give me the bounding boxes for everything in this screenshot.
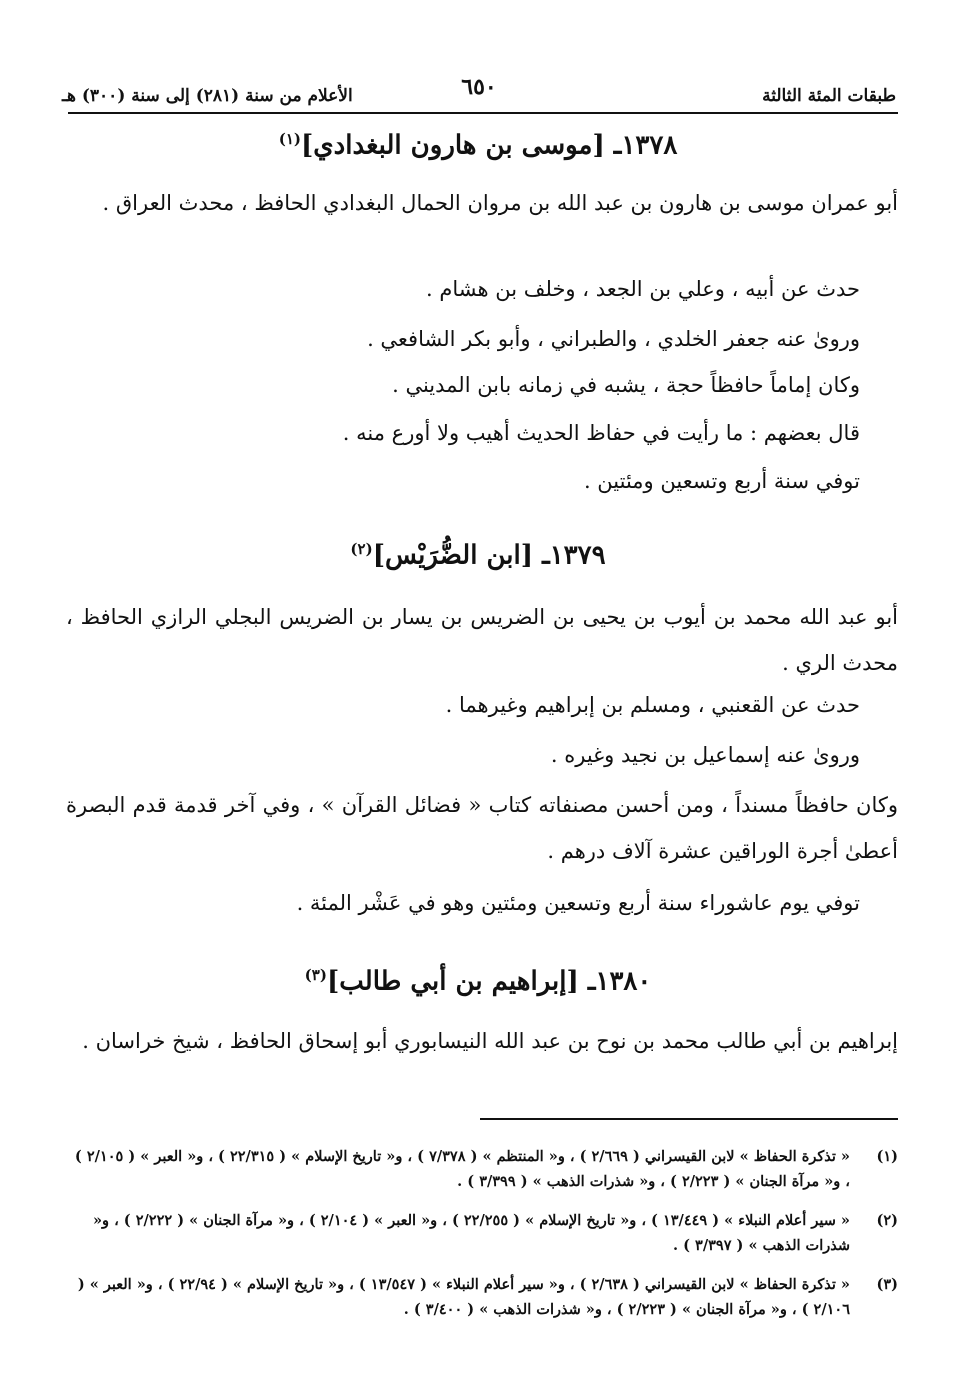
entry-paragraph: حدث عن أبيه ، وعلي بن الجعد ، وخلف بن هشام . — [426, 277, 860, 301]
header-range-title: الأعلام من سنة (٢٨١) إلى سنة (٣٠٠) هـ — [62, 86, 353, 106]
running-header — [62, 72, 896, 106]
entry-paragraph: توفي سنة أربع وتسعين ومئتين . — [583, 469, 860, 493]
entry-title-text: ١٣٨٠ـ [إبراهيم بن أبي طالب] — [326, 966, 652, 997]
entry-title-1380 — [60, 966, 896, 997]
footnote-rule — [480, 1118, 898, 1120]
entry-paragraph: حدث عن القعنبي ، ومسلم بن إبراهيم وغيرهما . — [445, 693, 860, 717]
footnote — [66, 1208, 898, 1258]
entry-title-text: ١٣٧٨ـ [موسى بن هارون البغدادي] — [300, 130, 678, 161]
footnote-number: (٢) — [876, 1212, 898, 1229]
entry-paragraph: وروىٰ عنه جعفر الخلدي ، والطبراني ، وأبو بكر الشافعي . — [367, 327, 860, 351]
header-rule — [68, 112, 898, 114]
entry-paragraph: وكان إماماً حافظاً حجة ، يشبه في زمانه بابن المديني . — [392, 373, 860, 397]
entry-paragraph: أبو عمران موسى بن هارون بن عبد الله بن مروان الحمال البغدادي الحافظ ، محدث العراق . — [102, 191, 898, 215]
footnote-text: « تذكرة الحفاظ » لابن القيسراني ( ٢/٦٣٨ ) ، و« سير أعلام النبلاء » ( ١٣/٥٤٧ ) ، و« تاريخ الإسلام » ( ٢٢/٩٤ ) ، و« العبر » ( ٢/١٠٦ ) ، و« مرآة الجنان » ( ٢/٢٢٣ ) ، و« شذرات الذهب » ( ٣/٤٠٠ ) . — [77, 1276, 850, 1318]
entry-paragraph: وكان حافظاً مسنداً ، ومن أحسن مصنفاته كتاب « فضائل القرآن » ، وفي آخر قدمة قدم البصرة أعطىٰ أجرة الوراقين عشرة آلاف درهم . — [66, 793, 898, 863]
footnote-text: « تذكرة الحفاظ » لابن القيسراني ( ٢/٦٦٩ ) ، و« المنتظم » ( ٧/٣٧٨ ) ، و« تاريخ الإسلام » ( ٢٢/٣١٥ ) ، و« العبر » ( ٢/١٠٥ ) ، و« مرآة الجنان » ( ٢/٢٢٣ ) ، و« شذرات الذهب » ( ٣/٣٩٩ ) . — [74, 1148, 850, 1190]
page-number: ٦٥٠ — [461, 74, 497, 100]
entry-paragraph: قال بعضهم : ما رأيت في حفاظ الحديث أهيب ولا أورع منه . — [342, 421, 860, 445]
footnote — [66, 1272, 898, 1322]
entry-title-1378 — [60, 130, 896, 161]
footnote-number: (١) — [876, 1148, 898, 1165]
footnote-ref: (١) — [278, 130, 301, 148]
entry-title-1379 — [60, 540, 896, 571]
entry-paragraph: توفي يوم عاشوراء سنة أربع وتسعين ومئتين وهو في عَشْر المئة . — [296, 891, 860, 915]
entry-paragraph: إبراهيم بن أبي طالب محمد بن نوح بن عبد الله النيسابوري أبو إسحاق الحافظ ، شيخ خراسان . — [82, 1029, 898, 1053]
footnote — [66, 1144, 898, 1194]
header-section-title: طبقات المئة الثالثة — [762, 86, 896, 106]
footnote-ref: (٢) — [350, 540, 373, 558]
footnote-number: (٣) — [876, 1276, 898, 1293]
entry-paragraph: وروىٰ عنه إسماعيل بن نجيد وغيره . — [550, 743, 860, 767]
entry-title-text: ١٣٧٩ـ [ابن الضُّرَيْس] — [372, 540, 606, 571]
entry-paragraph: أبو عبد الله محمد بن أيوب بن يحيى بن الضريس بن يسار بن الضريس البجلي الرازي الحافظ ، محدث الري . — [66, 605, 898, 675]
footnote-text: « سير أعلام النبلاء » ( ١٣/٤٤٩ ) ، و« تاريخ الإسلام » ( ٢٢/٢٥٥ ) ، و« العبر » ( ٢/١٠٤ ) ، و« مرآة الجنان » ( ٢/٢٢٢ ) ، و« شذرات الذهب » ( ٣/٣٩٧ ) . — [92, 1212, 850, 1254]
footnote-ref: (٣) — [304, 966, 327, 984]
